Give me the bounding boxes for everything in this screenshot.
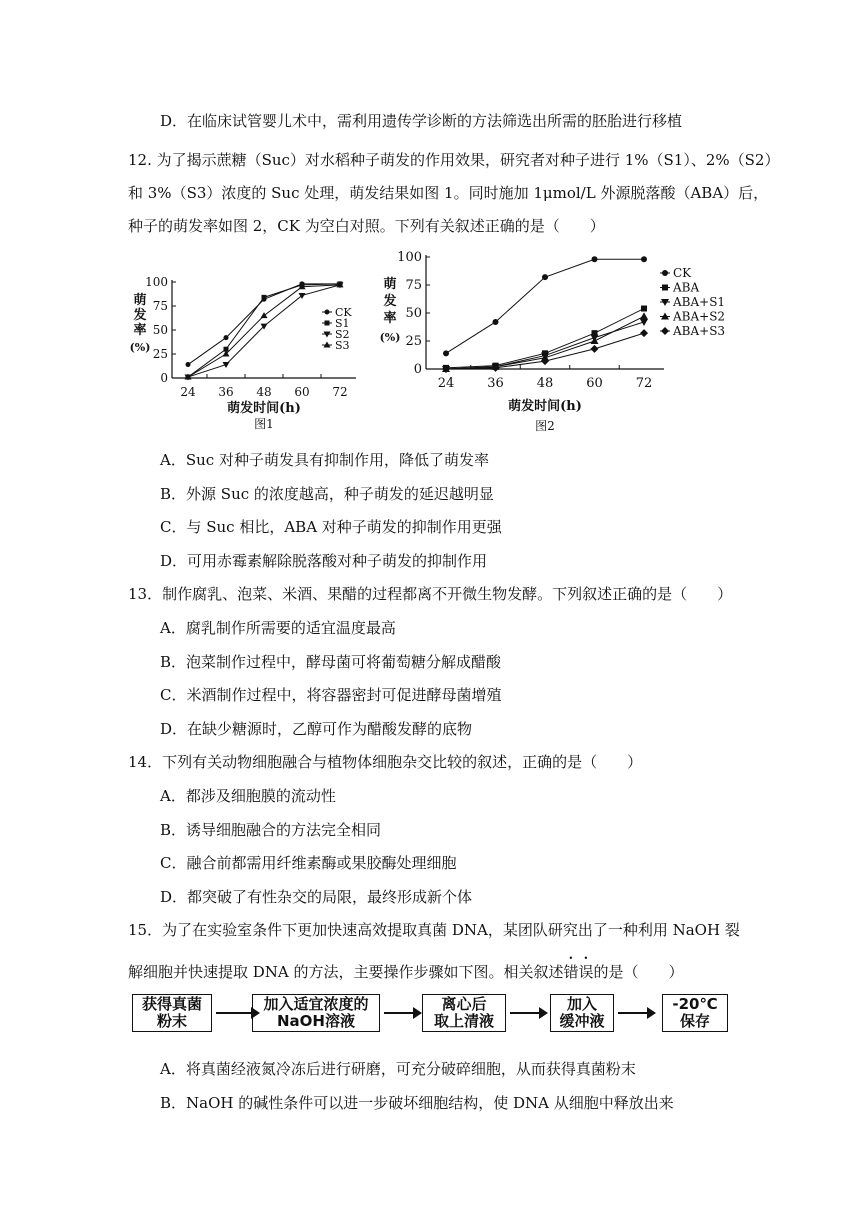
data-point-CK — [493, 319, 499, 325]
legend-marker-ABA+S3 — [661, 327, 669, 335]
x-tick-label: 36 — [218, 385, 234, 399]
legend-label: CK — [673, 266, 692, 280]
data-point-CK — [224, 335, 229, 340]
x-tick-label: 24 — [437, 376, 455, 391]
q11-option-d: D．在临床试管婴儿术中，需利用遗传学诊断的方法筛选出所需的胚胎进行移植 — [160, 112, 683, 130]
q15-emphasis-word: 错误 — [563, 963, 594, 981]
q14-option-a: A．都涉及细胞膜的流动性 — [160, 787, 336, 805]
data-point-S1 — [262, 295, 267, 300]
x-axis-label: 萌发时间(h) — [227, 401, 301, 416]
legend-label: ABA — [673, 280, 700, 295]
x-tick-label: 72 — [635, 376, 653, 391]
q12-stem-line-3: 种子的萌发率如图 2，CK 为空白对照。下列有关叙述正确的是（ ） — [128, 217, 605, 235]
data-point-S3 — [261, 312, 268, 318]
flow-step-1: 获得真菌 粉末 — [132, 994, 212, 1032]
y-tick-label: 50 — [405, 306, 422, 321]
q13-option-b: B．泡菜制作过程中，酵母菌可将葡萄糖分解成醋酸 — [160, 653, 502, 671]
y-axis-label: 发 — [133, 308, 147, 323]
legend-marker-CK — [662, 270, 668, 276]
q15-option-b: B．NaOH 的碱性条件可以进一步破坏细胞结构，使 DNA 从细胞中释放出来 — [160, 1094, 674, 1112]
flow-arrow-4 — [618, 1012, 654, 1014]
legend-label: S2 — [335, 328, 350, 341]
q14-option-c: C．融合前都需用纤维素酶或果胶酶处理细胞 — [160, 854, 457, 872]
y-axis-label: 发 — [383, 294, 397, 309]
x-tick-label: 72 — [332, 385, 348, 399]
legend-label: S1 — [335, 317, 350, 330]
x-axis-label: 萌发时间(h) — [508, 399, 582, 414]
y-axis-label: 萌 — [383, 277, 397, 292]
flow-arrow-2 — [384, 1012, 420, 1014]
q12-option-b: B．外源 Suc 的浓度越高，种子萌发的延迟越明显 — [160, 485, 494, 503]
q12-option-d: D．可用赤霉素解除脱落酸对种子萌发的抑制作用 — [160, 552, 488, 570]
y-tick-label: 0 — [160, 371, 168, 385]
data-point-ABA+S2 — [640, 312, 648, 319]
x-tick-label: 36 — [487, 376, 504, 391]
x-tick-label: 60 — [294, 385, 310, 399]
q12-stem-line-2: 和 3%（S3）浓度的 Suc 处理，萌发结果如图 1。同时施加 1μmol/L 外源脱落酸（ABA）后， — [128, 184, 769, 202]
y-axis-label: 萌 — [133, 293, 147, 308]
q12-stem-line-1: 12. 为了揭示蔗糖（Suc）对水稻种子萌发的作用效果，研究者对种子进行 1%（S1）、2%（S2） — [128, 151, 780, 169]
flow-step-4: 加入 缓冲液 — [550, 994, 614, 1032]
y-axis-label: 率 — [383, 311, 397, 326]
data-point-CK — [641, 256, 647, 262]
legend-marker-S1 — [325, 321, 330, 326]
figure-1-chart — [126, 262, 370, 438]
q15-stem-text-a: 解细胞并快速提取 DNA 的方法，主要操作步骤如下图。相关叙述 — [128, 963, 564, 981]
q15-stem-text-c: 的是（ ） — [593, 963, 684, 981]
y-tick-label: 25 — [152, 347, 168, 361]
x-tick-label: 24 — [180, 385, 196, 399]
flow-step-5: -20℃ 保存 — [662, 994, 728, 1032]
dna-extraction-flowchart — [132, 994, 732, 1038]
q13-stem: 13．制作腐乳、泡菜、米酒、果醋的过程都离不开微生物发酵。下列叙述正确的是（ ） — [128, 585, 733, 603]
y-axis-label: (%) — [379, 331, 401, 344]
data-point-CK — [592, 256, 598, 262]
y-tick-label: 100 — [145, 275, 168, 289]
legend-label: S3 — [335, 339, 350, 352]
q13-option-c: C．米酒制作过程中，将容器密封可促进酵母菌增殖 — [160, 686, 502, 704]
y-axis-label: (%) — [129, 341, 151, 354]
q13-option-d: D．在缺少糖源时，乙醇可作为醋酸发酵的底物 — [160, 720, 473, 738]
chart-title: 图2 — [535, 419, 555, 433]
q12-option-c: C．与 Suc 相比，ABA 对种子萌发的抑制作用更强 — [160, 518, 502, 536]
q15-stem-line-1: 15．为了在实验室条件下更加快速高效提取真菌 DNA，某团队研究出了一种利用 NaOH 裂 — [128, 921, 740, 939]
y-tick-label: 0 — [413, 362, 422, 377]
y-tick-label: 75 — [405, 278, 422, 293]
legend-label: ABA+S2 — [673, 309, 726, 324]
legend-label: ABA+S3 — [673, 324, 726, 338]
x-tick-label: 48 — [256, 385, 272, 399]
y-axis-label: 率 — [133, 323, 147, 338]
y-tick-label: 75 — [152, 299, 168, 313]
q15-option-a: A．将真菌经液氮冷冻后进行研磨，可充分破碎细胞，从而获得真菌粉末 — [160, 1060, 636, 1078]
data-point-CK — [542, 274, 548, 280]
flow-step-3: 离心后 取上清液 — [422, 994, 506, 1032]
legend-marker-CK — [325, 310, 330, 315]
y-tick-label: 100 — [397, 250, 422, 265]
data-point-CK — [186, 362, 191, 367]
q12-option-a: A．Suc 对种子萌发具有抑制作用，降低了萌发率 — [160, 451, 489, 469]
y-tick-label: 50 — [152, 323, 168, 337]
figure-2-chart — [378, 244, 726, 440]
legend-label: ABA+S1 — [673, 295, 726, 309]
data-point-ABA+S3 — [640, 329, 648, 337]
q13-option-a: A．腐乳制作所需要的适宜温度最高 — [160, 619, 396, 637]
x-tick-label: 48 — [536, 376, 554, 391]
x-tick-label: 60 — [586, 376, 603, 391]
legend-label: CK — [335, 306, 352, 319]
legend-marker-ABA — [662, 285, 668, 291]
q14-stem: 14．下列有关动物细胞融合与植物体细胞杂交比较的叙述，正确的是（ ） — [128, 753, 643, 771]
chart-title: 图1 — [254, 417, 274, 431]
flow-arrow-3 — [510, 1012, 546, 1014]
q14-option-b: B．诱导细胞融合的方法完全相同 — [160, 821, 382, 839]
data-point-ABA+S3 — [591, 345, 599, 353]
y-tick-label: 25 — [405, 334, 422, 349]
flow-step-2: 加入适宜浓度的 NaOH溶液 — [252, 994, 380, 1032]
data-point-CK — [443, 350, 449, 356]
data-point-ABA — [641, 306, 647, 312]
data-point-ABA+S2 — [591, 337, 599, 344]
q15-stem-line-2 — [128, 954, 684, 982]
series-line-CK — [446, 259, 644, 353]
q14-option-d: D．都突破了有性杂交的局限，最终形成新个体 — [160, 888, 473, 906]
